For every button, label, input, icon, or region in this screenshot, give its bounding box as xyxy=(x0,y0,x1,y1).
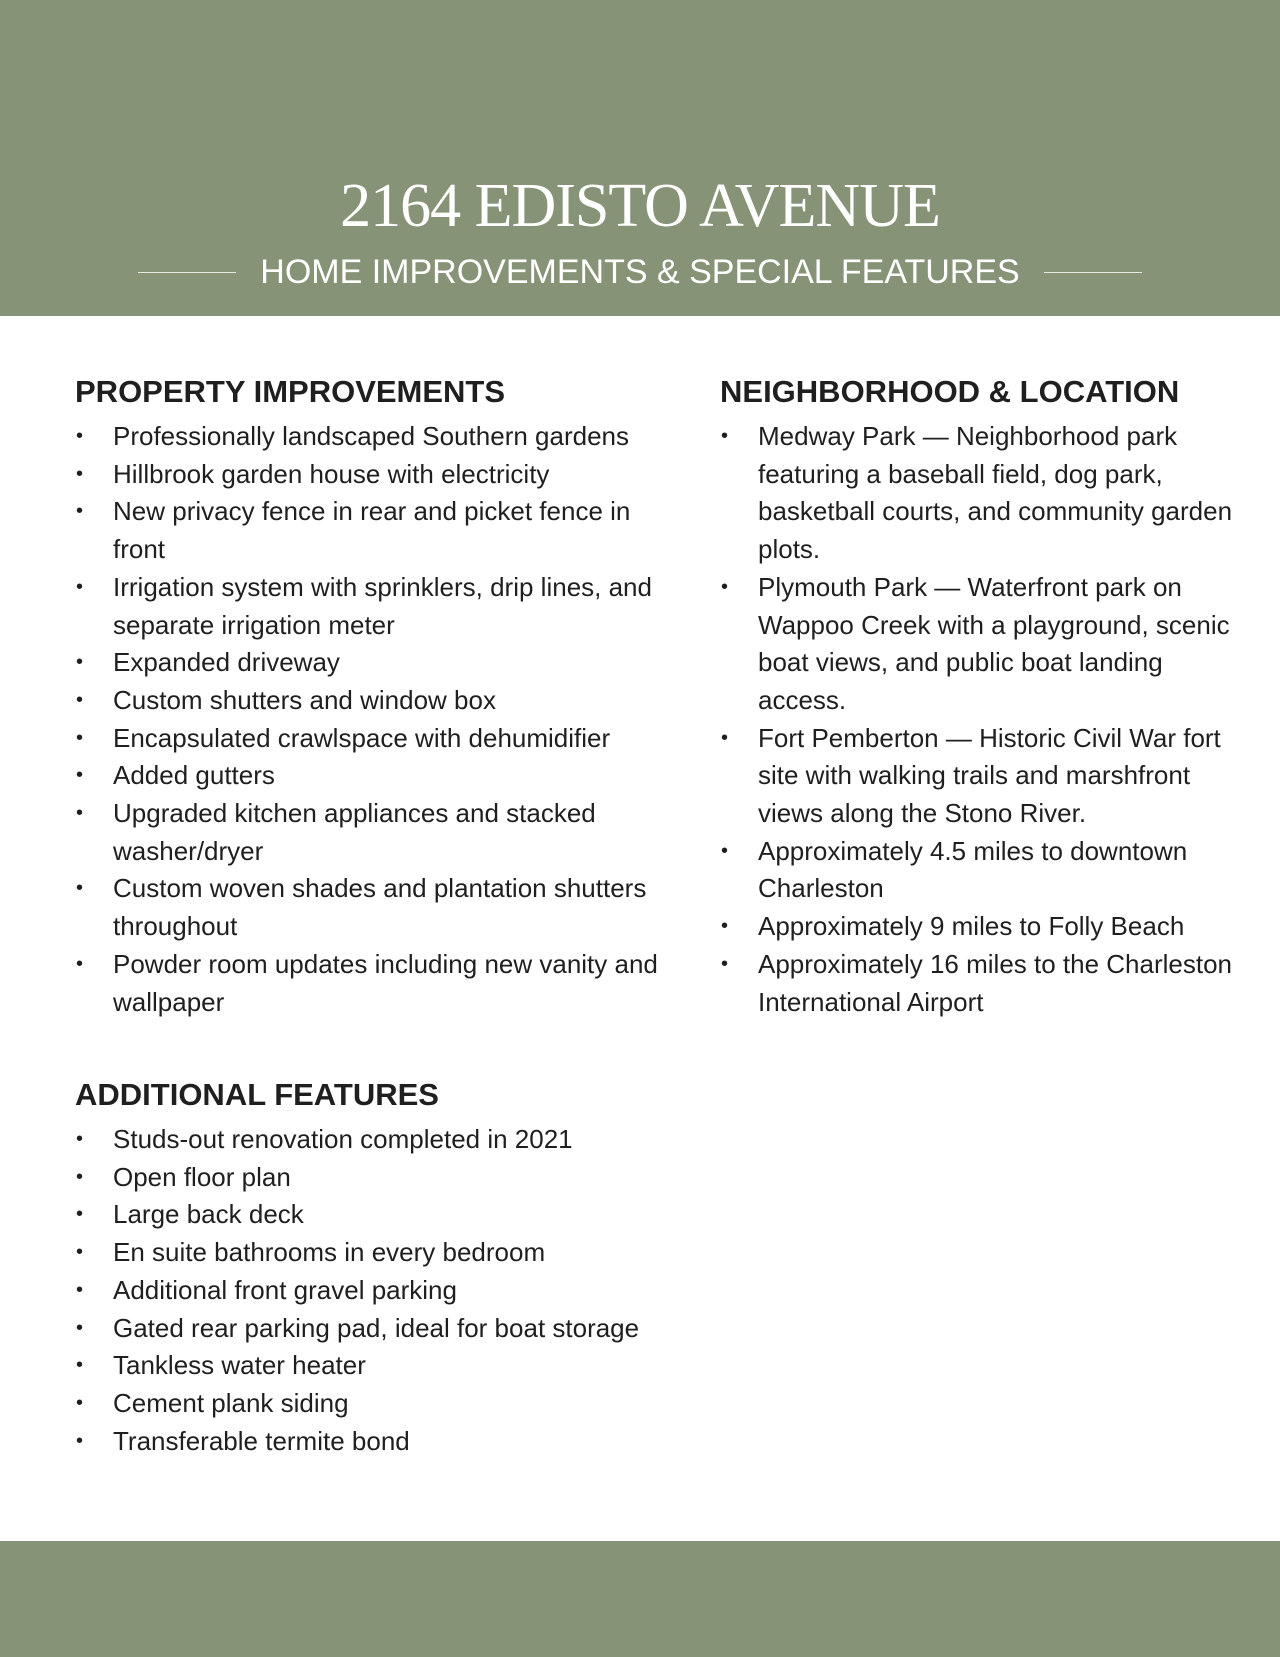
bullet-icon: • xyxy=(76,462,84,485)
list-item xyxy=(75,1385,675,1423)
bullet-icon: • xyxy=(76,764,84,787)
list-item-text: En suite bathrooms in every bedroom xyxy=(113,1237,546,1268)
list-item xyxy=(720,720,1240,833)
bullet-icon: • xyxy=(76,802,84,825)
list-item xyxy=(75,418,675,456)
list-item xyxy=(75,456,675,494)
header-band xyxy=(0,0,1280,316)
bullet-icon: • xyxy=(76,1241,84,1264)
bullet-icon: • xyxy=(76,726,84,749)
list-item-text: Expanded driveway xyxy=(113,647,340,678)
list-item-text: Approximately 9 miles to Folly Beach xyxy=(758,911,1185,942)
list-item xyxy=(75,644,675,682)
list-item-text: Professionally landscaped Southern gardens xyxy=(113,421,630,451)
list-item xyxy=(75,1347,675,1385)
property-improvements-section xyxy=(75,373,675,1021)
footer-band xyxy=(0,1541,1280,1657)
list-item xyxy=(75,1196,675,1234)
list-item xyxy=(75,757,675,795)
list-item xyxy=(75,870,675,945)
bullet-icon: • xyxy=(76,500,84,523)
list-item-text: Gated rear parking pad, ideal for boat storage xyxy=(113,1312,640,1343)
bullet-icon: • xyxy=(721,425,729,447)
bullet-icon: • xyxy=(721,952,729,975)
bullet-icon: • xyxy=(76,1429,84,1452)
section-heading: ADDITIONAL FEATURES xyxy=(75,1077,439,1112)
list-item-text: Approximately 16 miles to the Charleston International Airport xyxy=(758,948,1233,1017)
list-item xyxy=(75,720,675,758)
list-item-text: Studs-out renovation completed in 2021 xyxy=(113,1124,573,1154)
section-heading: NEIGHBORHOOD & LOCATION xyxy=(720,374,1180,409)
bullet-icon: • xyxy=(76,952,84,975)
bullet-icon: • xyxy=(76,1391,84,1414)
list-item xyxy=(75,946,675,1021)
bullet-icon: • xyxy=(76,1203,84,1226)
bullet-icon: • xyxy=(76,1278,84,1301)
bullet-list xyxy=(75,1121,675,1460)
list-item xyxy=(75,1234,675,1272)
list-item-text: Fort Pemberton — Historic Civil War fort site with walking trails and marshfront views along the Stono River. xyxy=(758,722,1221,829)
list-item-text: Added gutters xyxy=(113,760,275,791)
list-item-text: Hillbrook garden house with electricity xyxy=(113,458,550,489)
list-item xyxy=(75,1423,675,1461)
page-subtitle: HOME IMPROVEMENTS & SPECIAL FEATURES xyxy=(260,252,1020,291)
bullet-list xyxy=(75,418,675,1021)
list-item-text: New privacy fence in rear and picket fence in front xyxy=(113,496,631,565)
list-item xyxy=(75,1272,675,1310)
list-item-text: Encapsulated crawlspace with dehumidifier xyxy=(113,722,611,753)
bullet-icon: • xyxy=(76,1128,84,1150)
subtitle-row xyxy=(0,252,1280,292)
list-item-text: Approximately 4.5 miles to downtown Charleston xyxy=(758,835,1188,904)
list-item-text: Upgraded kitchen appliances and stacked washer/dryer xyxy=(113,798,596,866)
subtitle-rule-right xyxy=(1044,272,1142,273)
list-item-text: Additional front gravel parking xyxy=(113,1274,457,1305)
neighborhood-location-section xyxy=(720,373,1240,1021)
list-item xyxy=(75,493,675,568)
list-item-text: Tankless water heater xyxy=(113,1350,366,1381)
list-item xyxy=(720,418,1240,569)
list-item-text: Large back deck xyxy=(113,1199,304,1230)
list-item xyxy=(75,1310,675,1348)
bullet-icon: • xyxy=(721,726,729,749)
section-heading: PROPERTY IMPROVEMENTS xyxy=(75,374,506,409)
bullet-icon: • xyxy=(76,1316,84,1339)
bullet-icon: • xyxy=(76,425,84,447)
bullet-list xyxy=(720,418,1240,1021)
bullet-icon: • xyxy=(721,575,729,598)
list-item-text: Custom woven shades and plantation shutters throughout xyxy=(113,873,647,942)
additional-features-section xyxy=(75,1076,675,1460)
list-item-text: Powder room updates including new vanity and wallpaper xyxy=(113,948,658,1017)
list-item xyxy=(75,795,675,870)
list-item-text: Custom shutters and window box xyxy=(113,684,496,715)
list-item-text: Transferable termite bond xyxy=(113,1425,410,1456)
subtitle-rule-left xyxy=(138,272,236,273)
page-title: 2164 EDISTO AVENUE xyxy=(340,172,940,240)
bullet-icon: • xyxy=(76,1354,84,1377)
list-item xyxy=(720,946,1240,1021)
list-item xyxy=(720,833,1240,908)
list-item xyxy=(75,682,675,720)
list-item-text: Cement plank siding xyxy=(113,1387,349,1418)
bullet-icon: • xyxy=(76,688,84,711)
bullet-icon: • xyxy=(76,651,84,674)
list-item xyxy=(720,569,1240,720)
bullet-icon: • xyxy=(721,915,729,938)
list-item-text: Open floor plan xyxy=(113,1161,291,1192)
list-item xyxy=(75,1159,675,1197)
list-item-text: Irrigation system with sprinklers, drip lines, and separate irrigation meter xyxy=(113,571,652,640)
list-item xyxy=(720,908,1240,946)
list-item xyxy=(75,569,675,644)
list-item-text: Plymouth Park — Waterfront park on Wappoo Creek with a playground, scenic boat views, and public boat landing access. xyxy=(758,571,1230,715)
bullet-icon: • xyxy=(76,877,84,900)
bullet-icon: • xyxy=(721,839,729,862)
bullet-icon: • xyxy=(76,575,84,598)
bullet-icon: • xyxy=(76,1165,84,1188)
list-item xyxy=(75,1121,675,1159)
list-item-text: Medway Park — Neighborhood park featuring a baseball field, dog park, basketball courts, and community garden plots. xyxy=(758,421,1233,565)
